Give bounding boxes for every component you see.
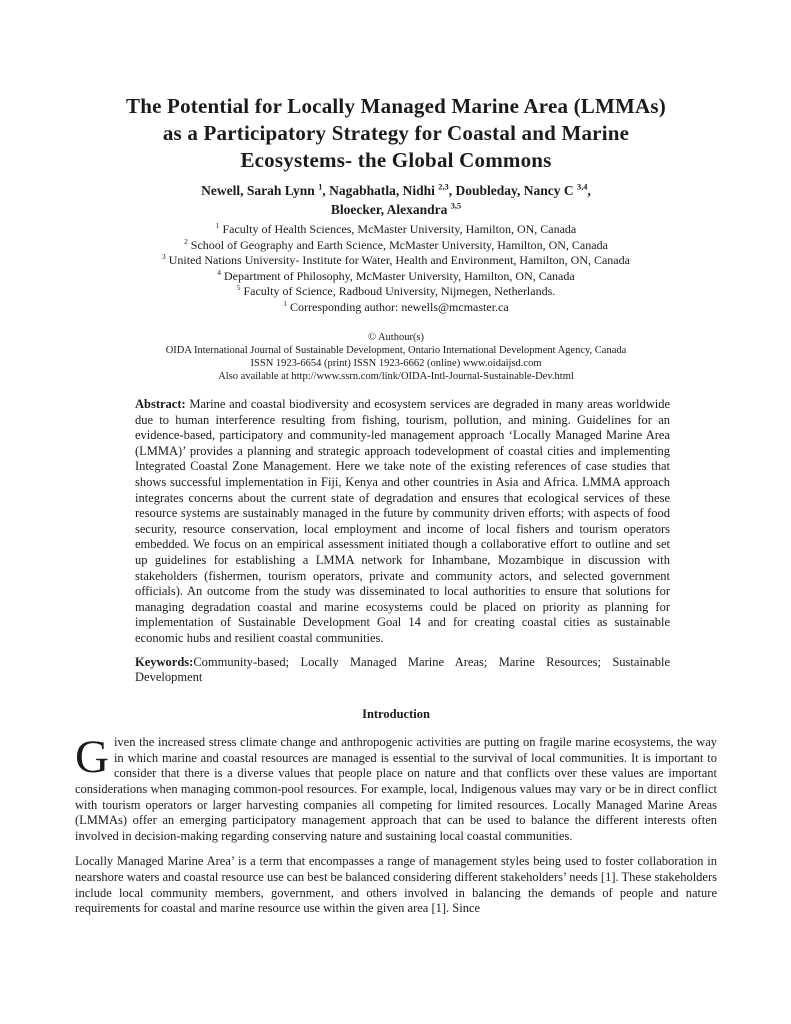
affiliation-line: [75, 269, 717, 285]
affiliation-line: [75, 253, 717, 269]
copyright-line: OIDA International Journal of Sustainable Development, Ontario International Development Agency, Canada: [165, 345, 627, 356]
title-line: Ecosystems- the Global Commons: [240, 148, 552, 172]
authors-line: [75, 181, 717, 200]
affiliation-text: United Nations University- Institute for Water, Health and Environment, Hamilton, ON, Canada: [165, 253, 630, 267]
title-line: as a Participatory Strategy for Coastal and Marine: [162, 121, 630, 145]
author-name: Doubleday, Nancy C: [455, 183, 578, 198]
copyright-line: © Authour(s): [367, 332, 425, 343]
copyright-block: [75, 331, 717, 383]
author-name: Bloecker, Alexandra: [330, 202, 451, 217]
author-superscript: 1: [318, 182, 323, 192]
abstract-text: Marine and coastal biodiversity and ecosystem services are degraded in many areas worldwide due to human interference resulting from fishing, tourism, pollution, and mining. Guidelines for an evidence-based, participatory and community-led management approach ‘Locally Managed Marine Area (LMMA)’ provides a planning and strategic approach todevelopment of coastal cities and implementing Integrated Coastal Zone Management. Here we take note of the existing references of case studies that shows successful implementation in Fiji, Kenya and other countries in Asia and Africa. LMMA approach integrates concerns about the current state of degradation and ensures that ecological services of these resource systems are sustainably managed in the future by community driven efforts; with aspects of food security, resource conservation, local employment and income of local fishers and tourism operators embedded. We focus on an empirical assessment initiated though a collaborative effort to outline and set up guidelines for establishing a LMMA network for Inhambane, Mozambique in discussion with stakeholders (fishermen, tourism operators, private and community actors, and selected government officials). An outcome from the study was disseminated to local authorities to ensure that solutions for managing degradation coastal and marine ecosystems could be placed on priority as planning for implementation of Sustainable Development Goal 14 and for creating coastal cities as sustainable economic hubs and resilient coastal communities.: [135, 397, 670, 645]
intro-paragraph-2: Locally Managed Marine Area’ is a term that encompasses a range of management styles being used to foster collaboration in nearshore waters and coastal resource use can best be balanced considering different stakeholders’ needs [1]. These stakeholders include local community members, government, and others involved in balancing the demands of people and nature requirements for coastal and marine resource use within the given area [1]. Since: [75, 854, 717, 916]
keywords-text: Community-based; Locally Managed Marine Areas; Marine Resources; Sustainable Development: [135, 654, 670, 685]
affiliation-text: Faculty of Science, Radboud University, Nijmegen, Netherlands.: [240, 284, 556, 298]
affiliation-text: Department of Philosophy, McMaster University, Hamilton, ON, Canada: [221, 268, 575, 283]
introduction-heading: Introduction: [362, 706, 430, 721]
affiliation-text: Corresponding author: newells@mcmaster.ca: [287, 299, 509, 314]
affiliation-line: [75, 300, 717, 316]
abstract-label: Abstract:: [135, 397, 186, 411]
affiliation-superscript: 5: [236, 283, 241, 292]
affiliation-superscript: 4: [217, 267, 221, 277]
affiliations-block: [75, 222, 717, 315]
author-superscript: 3,5: [450, 201, 462, 211]
authors-line: [75, 200, 717, 219]
drop-cap-initial: G: [75, 731, 109, 784]
authors-block: [75, 181, 717, 219]
copyright-line: Also available at http://www.ssrn.com/link/OIDA-Intl-Journal-Sustainable-Dev.html: [218, 371, 574, 382]
author-separator: ,: [448, 183, 456, 198]
abstract-paragraph: [135, 397, 670, 647]
affiliation-line: [75, 284, 717, 300]
intro-paragraph-1-text: iven the increased stress climate change and anthropogenic activities are putting on fragile marine ecosystems, the way in which marine and coastal resources are managed is essential to the survival of local communities. It is important to consider that there is a diverse values that people place on nature and that conflicts over these values are important considerations when managing common-pool resources. For example, local, Indigenous values may vary or be in direct conflict with tourism operators or larger harvesting companies all competing for limited resources. Locally Managed Marine Areas (LMMAs) offer an emerging participatory management approach that can be used to balance the different interests often involved in decision-making regarding conserving nature and sustaining local coastal communities.: [75, 735, 717, 843]
paper-title: [75, 93, 717, 174]
author-separator: ,: [322, 183, 330, 198]
affiliation-superscript: 2: [184, 236, 188, 246]
affiliation-text: Faculty of Health Sciences, McMaster University, Hamilton, ON, Canada: [219, 222, 577, 236]
author-separator: ,: [587, 183, 591, 198]
affiliation-superscript: 1: [215, 221, 220, 230]
intro-paragraph-1: [75, 731, 717, 844]
keywords-paragraph: [135, 655, 670, 686]
author-name: Nagabhatla, Nidhi: [329, 183, 439, 198]
author-superscript: 3,4: [577, 182, 588, 192]
affiliation-superscript: 1: [283, 298, 288, 308]
affiliation-line: [75, 222, 717, 238]
author-superscript: 2,3: [438, 182, 449, 192]
copyright-line: ISSN 1923-6654 (print) ISSN 1923-6662 (online) www.oidaijsd.com: [250, 358, 542, 369]
author-name: Newell, Sarah Lynn: [201, 183, 319, 198]
title-line: The Potential for Locally Managed Marine Area (LMMAs): [126, 94, 666, 118]
affiliation-line: [75, 238, 717, 254]
affiliation-superscript: 3: [162, 252, 166, 261]
affiliation-text: School of Geography and Earth Science, McMaster University, Hamilton, ON, Canada: [187, 237, 608, 252]
keywords-label: Keywords:: [135, 654, 194, 669]
